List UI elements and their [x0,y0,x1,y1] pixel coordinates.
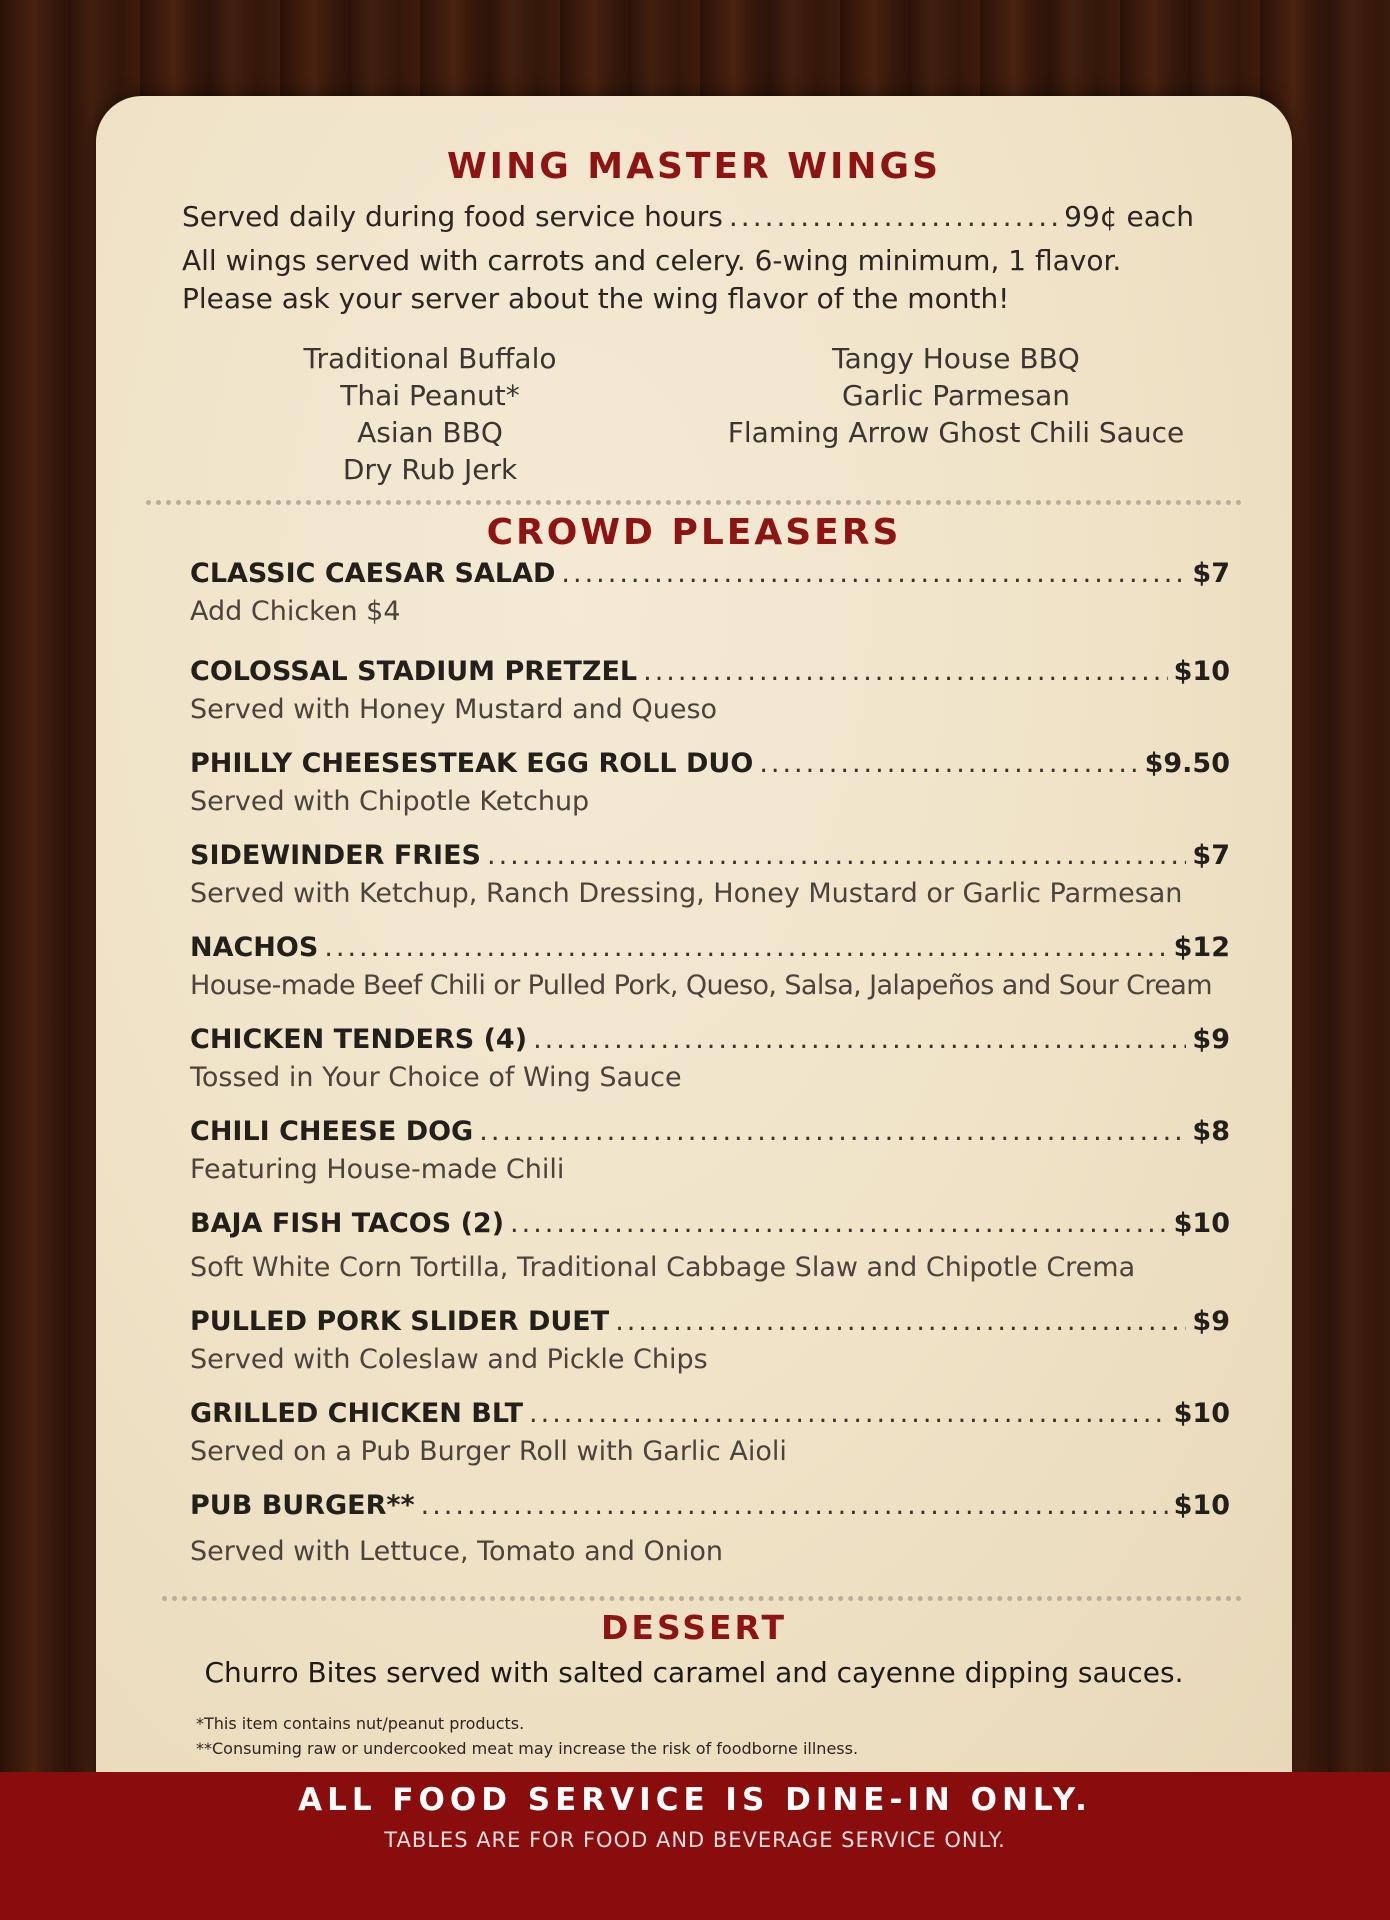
menu-item-name: CHICKEN TENDERS (4) [190,1024,528,1055]
menu-item-price: $9.50 [1144,748,1230,779]
flavor-item: Thai Peanut* [340,379,520,412]
flavor-item: Tangy House BBQ [832,342,1080,375]
menu-item-description: Served with Honey Mustard and Queso [190,694,718,725]
flavor-item: Dry Rub Jerk [342,453,518,486]
menu-item-name: SIDEWINDER FRIES [190,840,481,871]
menu-item-name: PUB BURGER** [190,1490,415,1521]
wings-served-leader [729,200,1058,233]
menu-item-row [190,748,1230,779]
dessert-heading: DESSERT [601,1608,787,1647]
menu-item-name: CHILI CHEESE DOG [190,1116,474,1147]
crowd-pleasers-heading: CROWD PLEASERS [486,512,902,553]
menu-item-price: $10 [1173,1398,1230,1429]
menu-item-price: $10 [1173,1490,1230,1521]
dot-leader [533,1024,1186,1055]
banner-main-text: ALL FOOD SERVICE IS DINE-IN ONLY. [298,1782,1092,1818]
menu-item-price: $12 [1173,932,1230,963]
dessert-text: Churro Bites served with salted caramel and cayenne dipping sauces. [204,1656,1184,1689]
menu-item-description: Served with Coleslaw and Pickle Chips [190,1344,708,1375]
dot-leader [561,558,1186,589]
menu-item-description: Served with Ketchup, Ranch Dressing, Honey Mustard or Garlic Parmesan [190,878,1183,909]
menu-item-name: NACHOS [190,932,319,963]
menu-item-row [190,558,1230,589]
flavor-item: Asian BBQ [357,416,503,449]
dot-leader [529,1398,1168,1429]
menu-item-row [190,1306,1230,1337]
menu-item-row [190,1208,1230,1239]
dot-leader [615,1306,1186,1337]
menu-item-description: Served with Lettuce, Tomato and Onion [190,1536,723,1567]
menu-item-description: Served on a Pub Burger Roll with Garlic Aioli [190,1436,787,1467]
banner-sub-text: TABLES ARE FOR FOOD AND BEVERAGE SERVICE ONLY. [384,1828,1006,1852]
dot-leader [759,748,1138,779]
wings-served-price: 99¢ each [1064,200,1194,233]
menu-item-description: Add Chicken $4 [190,596,401,627]
menu-item-name: COLOSSAL STADIUM PRETZEL [190,656,638,687]
menu-item-row [190,932,1230,963]
menu-item-description: Tossed in Your Choice of Wing Sauce [190,1062,682,1093]
menu-item-row [190,1398,1230,1429]
menu-item-price: $7 [1192,558,1230,589]
menu-item-name: PULLED PORK SLIDER DUET [190,1306,610,1337]
dot-leader [324,932,1167,963]
menu-item-name: CLASSIC CAESAR SALAD [190,558,556,589]
menu-item-price: $10 [1173,656,1230,687]
menu-item-description: Featuring House-made Chili [190,1154,565,1185]
dot-leader [510,1208,1168,1239]
footnote-raw-meat: **Consuming raw or undercooked meat may increase the risk of foodborne illness. [196,1739,859,1758]
menu-item-description: House-made Beef Chili or Pulled Pork, Queso, Salsa, Jalapeños and Sour Cream [190,970,1212,1001]
menu-item-price: $9 [1192,1306,1230,1337]
dot-leader [421,1490,1168,1521]
menu-item-row [190,1490,1230,1521]
menu-item-price: $10 [1173,1208,1230,1239]
footnote-nut: *This item contains nut/peanut products. [196,1714,525,1733]
flavors-left-column [180,340,680,488]
wings-note-2: Please ask your server about the wing flavor of the month! [182,282,1010,315]
dot-leader [487,840,1186,871]
menu-item-name: BAJA FISH TACOS (2) [190,1208,505,1239]
menu-item-row [190,840,1230,871]
menu-item-row [190,1116,1230,1147]
wings-served-label: Served daily during food service hours [182,200,723,233]
section-divider [146,500,1242,505]
dot-leader [479,1116,1186,1147]
wings-heading: WING MASTER WINGS [446,146,942,187]
dot-leader [643,656,1168,687]
menu-item-description: Soft White Corn Tortilla, Traditional Cabbage Slaw and Chipotle Crema [190,1252,1136,1283]
flavors-right-column [696,340,1216,451]
menu-card [96,96,1292,1776]
menu-item-price: $7 [1192,840,1230,871]
flavor-item: Traditional Buffalo [303,342,557,375]
section-divider [162,1596,1242,1601]
menu-item-price: $9 [1192,1024,1230,1055]
flavor-item: Flaming Arrow Ghost Chili Sauce [727,416,1185,449]
menu-item-description: Served with Chipotle Ketchup [190,786,590,817]
menu-item-name: GRILLED CHICKEN BLT [190,1398,524,1429]
wings-served-row [182,200,1194,233]
menu-item-name: PHILLY CHEESESTEAK EGG ROLL DUO [190,748,754,779]
menu-item-row [190,1024,1230,1055]
flavor-item: Garlic Parmesan [841,379,1071,412]
menu-item-price: $8 [1192,1116,1230,1147]
menu-item-row [190,656,1230,687]
wings-note-1: All wings served with carrots and celery. 6-wing minimum, 1 flavor. [182,244,1122,277]
